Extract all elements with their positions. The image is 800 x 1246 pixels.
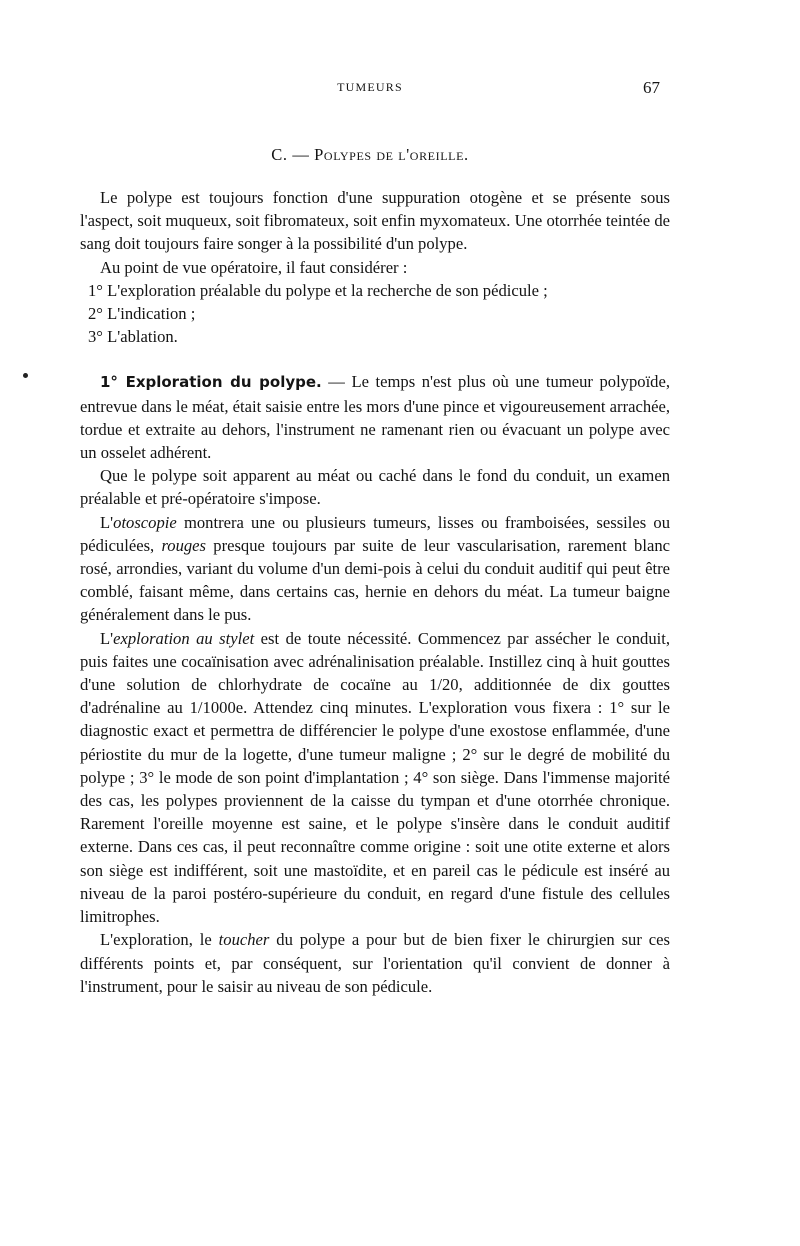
margin-mark xyxy=(23,373,28,378)
running-header: TUMEURS xyxy=(337,80,403,94)
paragraph: Que le polype soit apparent au méat ou caché dans le fond du conduit, un examen préalable et pré-opératoire s'impose. xyxy=(80,466,670,509)
text-run: L' xyxy=(100,628,114,648)
body-text xyxy=(80,186,670,998)
emphasis: rouges xyxy=(161,535,207,555)
paragraph xyxy=(80,928,670,998)
page-number: 67 xyxy=(643,78,660,97)
list-item: 2° L'indication ; xyxy=(88,304,196,324)
emphasis: exploration au stylet xyxy=(113,628,255,648)
emphasis: toucher xyxy=(218,930,270,950)
paragraph: Au point de vue opératoire, il faut considérer : xyxy=(100,257,408,277)
text-run: L' xyxy=(100,512,114,532)
paragraph xyxy=(80,627,670,929)
list-item: 1° L'exploration préalable du polype et la recherche de son pédicule ; xyxy=(88,280,548,300)
text-run: montrera une ou plusieurs tumeurs, lisses ou framboisées, sessiles ou pédiculées, xyxy=(80,512,670,555)
spacer xyxy=(80,348,670,370)
text-run: L'exploration, le xyxy=(100,930,219,950)
text-run: presque toujours par suite de leur vascularisation, rarement blanc rosé, arrondies, variant du volume d'un demi-pois à celui du conduit auditif qui peut être comblé, faisant même, dans certains cas, hernie en dehors du méat. La tumeur baigne généralement dans le pus. xyxy=(80,535,670,625)
text-run: du polype a pour but de bien fixer le chirurgien sur ces différents points et, par conséquent, sur l'orientation qu'il convient de donner à l'instrument, pour le saisir au niveau de son pédicule. xyxy=(80,930,670,996)
section-title: C. — Polypes de l'oreille. xyxy=(271,145,469,164)
paragraph: Le polype est toujours fonction d'une suppuration otogène et se présente sous l'aspect, soit muqueux, soit fibromateux, soit enfin myxomateux. Une otorrhée teintée de sang doit toujours faire songer à la possibilité d'un polype. xyxy=(80,188,670,254)
considerations-list xyxy=(80,279,670,349)
paragraph xyxy=(80,370,670,464)
paragraph xyxy=(80,511,670,627)
paragraph-text: — Le temps n'est plus où une tumeur polypoïde, entrevue dans le méat, était saisie entre les mors d'une pince et vigoureusement arrachée, tordue et extraite au dehors, l'instrument ne ramenant rien ou évacuant un polype avec un osselet adhérent. xyxy=(80,372,670,463)
emphasis: otoscopie xyxy=(113,512,177,532)
list-item: 3° L'ablation. xyxy=(88,327,178,347)
subsection-heading: 1° Exploration du polype. xyxy=(100,373,322,392)
text-run: est de toute nécessité. Commencez par assécher le conduit, puis faites une cocaïnisation avec adrénalinisation préalable. Instillez cinq à huit gouttes d'une solution de chlorhydrate de cocaïne au 1/20, additionnée de dix gouttes d'adrénaline au 1/1000e. Attendez cinq minutes. L'exploration vous fixera : 1° sur le diagnostic exact et permettra de différencier le polype d'une exostose enflammée, d'une périostite du mur de la logette, d'une tumeur maligne ; 2° sur le degré de mobilité du polype ; 3° le mode de son point d'implantation ; 4° son siège. Dans l'immense majorité des cas, les polypes proviennent de la caisse du tympan et d'une otorrhée chronique. Rarement l'oreille moyenne est saine, et le polype s'insère dans le conduit auditif externe. Dans ces cas, il peut reconnaître comme origine : soit une otite externe et alors son siège est indifférent, soit une mastoïdite, et en pareil cas le pédicule est inséré au niveau de la paroi postéro-supérieure du conduit, en regard d'une fistule des cellules limitrophes. xyxy=(80,628,670,927)
